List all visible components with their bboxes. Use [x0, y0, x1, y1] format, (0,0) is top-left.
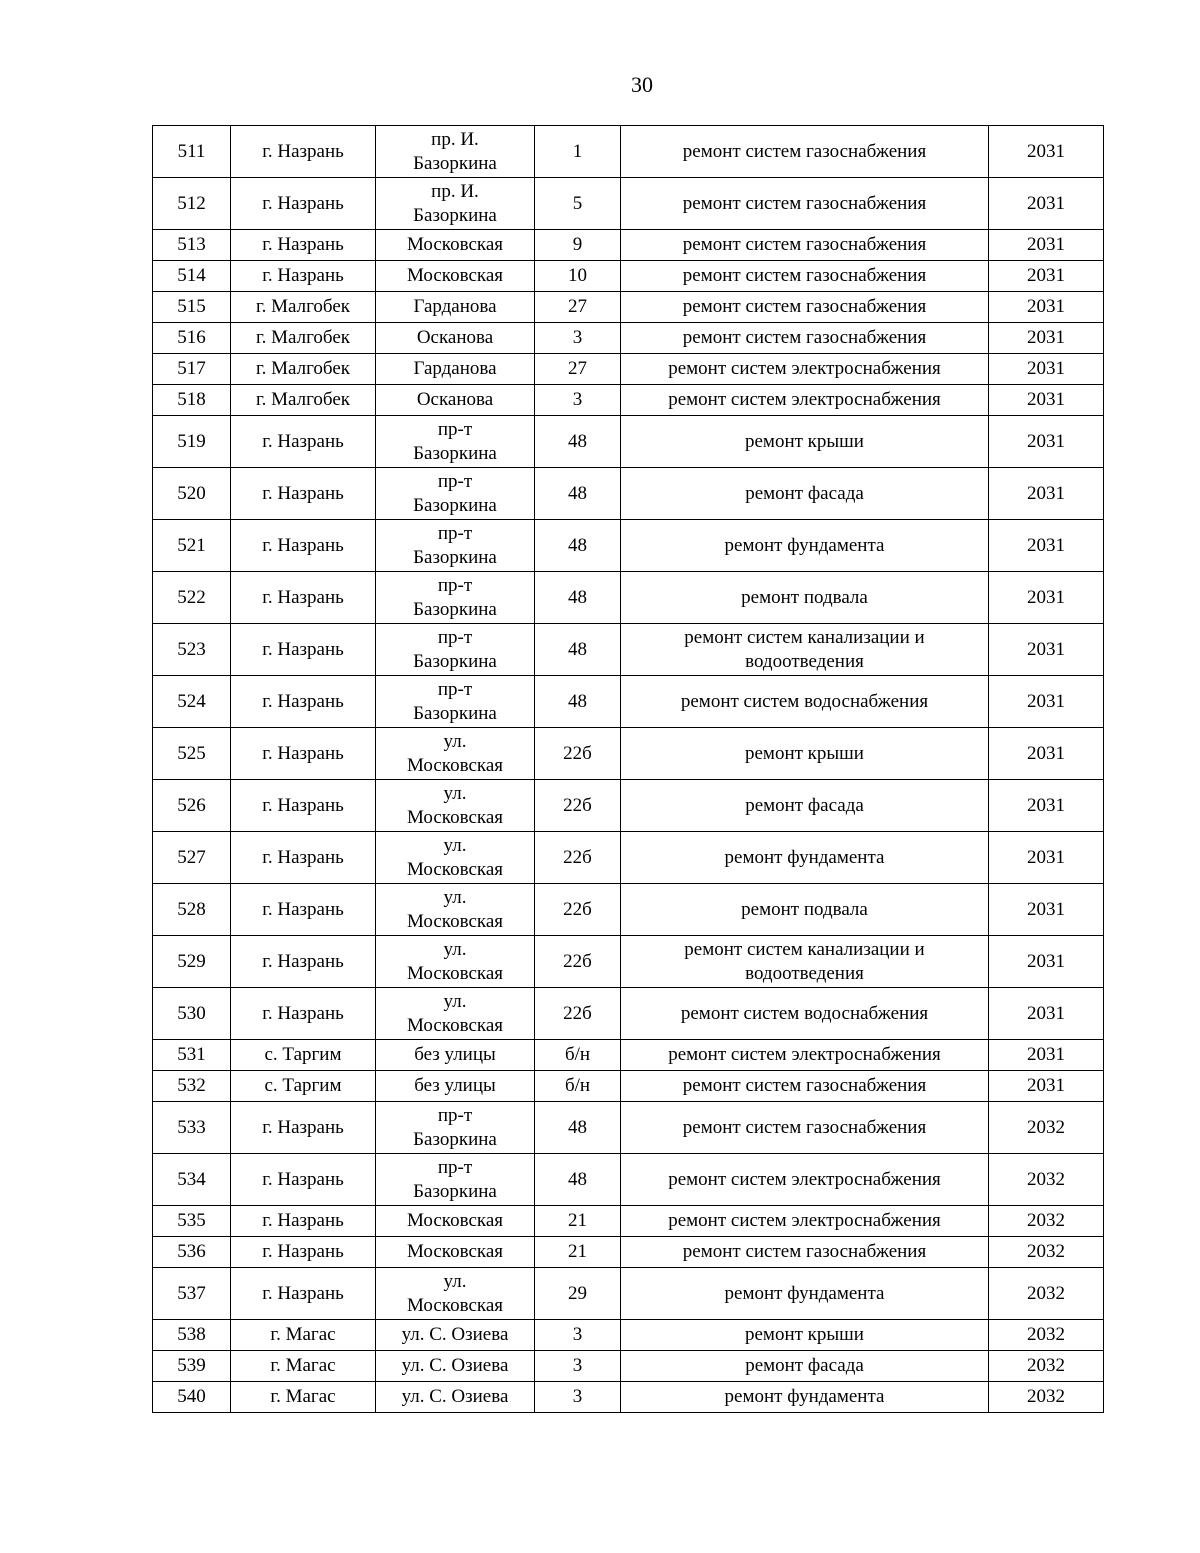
locality-cell: г. Назрань	[231, 126, 376, 178]
year-cell: 2032	[989, 1237, 1104, 1268]
year-cell: 2031	[989, 323, 1104, 354]
house-number-cell: 48	[535, 624, 621, 676]
table-row	[153, 292, 1104, 323]
table-row	[153, 230, 1104, 261]
locality-cell: г. Назрань	[231, 676, 376, 728]
street-cell: Московская	[376, 230, 535, 261]
table-row	[153, 354, 1104, 385]
street-cell: ул. Московская	[376, 780, 535, 832]
work-type-cell: ремонт систем газоснабжения	[621, 126, 989, 178]
row-number-cell: 529	[153, 936, 231, 988]
work-type-cell: ремонт подвала	[621, 572, 989, 624]
year-cell: 2031	[989, 780, 1104, 832]
row-number-cell: 527	[153, 832, 231, 884]
row-number-cell: 540	[153, 1382, 231, 1413]
work-type-cell: ремонт систем газоснабжения	[621, 323, 989, 354]
work-type-cell: ремонт систем газоснабжения	[621, 292, 989, 323]
row-number-cell: 511	[153, 126, 231, 178]
locality-cell: г. Назрань	[231, 832, 376, 884]
year-cell: 2032	[989, 1102, 1104, 1154]
street-cell: Осканова	[376, 385, 535, 416]
locality-cell: с. Таргим	[231, 1040, 376, 1071]
house-number-cell: б/н	[535, 1040, 621, 1071]
year-cell: 2032	[989, 1268, 1104, 1320]
table-row	[153, 1040, 1104, 1071]
locality-cell: г. Назрань	[231, 520, 376, 572]
year-cell: 2032	[989, 1206, 1104, 1237]
street-cell: пр-т Базоркина	[376, 676, 535, 728]
table-row	[153, 1102, 1104, 1154]
street-cell: ул. Московская	[376, 988, 535, 1040]
house-number-cell: 48	[535, 676, 621, 728]
street-cell: пр-т Базоркина	[376, 1102, 535, 1154]
house-number-cell: 22б	[535, 884, 621, 936]
year-cell: 2032	[989, 1154, 1104, 1206]
table-row	[153, 572, 1104, 624]
house-number-cell: 27	[535, 354, 621, 385]
year-cell: 2032	[989, 1382, 1104, 1413]
year-cell: 2031	[989, 988, 1104, 1040]
year-cell: 2031	[989, 624, 1104, 676]
year-cell: 2032	[989, 1351, 1104, 1382]
row-number-cell: 519	[153, 416, 231, 468]
work-type-cell: ремонт систем газоснабжения	[621, 178, 989, 230]
row-number-cell: 531	[153, 1040, 231, 1071]
street-cell: ул. С. Озиева	[376, 1351, 535, 1382]
street-cell: пр-т Базоркина	[376, 468, 535, 520]
locality-cell: г. Назрань	[231, 1237, 376, 1268]
year-cell: 2031	[989, 416, 1104, 468]
work-type-cell: ремонт систем электроснабжения	[621, 1040, 989, 1071]
locality-cell: г. Назрань	[231, 1154, 376, 1206]
street-cell: Гарданова	[376, 292, 535, 323]
row-number-cell: 534	[153, 1154, 231, 1206]
row-number-cell: 533	[153, 1102, 231, 1154]
table-body	[153, 126, 1104, 1413]
year-cell: 2031	[989, 676, 1104, 728]
work-type-cell: ремонт крыши	[621, 416, 989, 468]
house-number-cell: 10	[535, 261, 621, 292]
row-number-cell: 515	[153, 292, 231, 323]
locality-cell: г. Малгобек	[231, 385, 376, 416]
table-row	[153, 624, 1104, 676]
street-cell: пр-т Базоркина	[376, 520, 535, 572]
house-number-cell: 29	[535, 1268, 621, 1320]
table-row	[153, 1268, 1104, 1320]
locality-cell: г. Назрань	[231, 936, 376, 988]
house-number-cell: 22б	[535, 832, 621, 884]
locality-cell: г. Малгобек	[231, 323, 376, 354]
work-type-cell: ремонт систем газоснабжения	[621, 230, 989, 261]
table-row	[153, 1154, 1104, 1206]
street-cell: ул. Московская	[376, 832, 535, 884]
street-cell: Московская	[376, 1237, 535, 1268]
locality-cell: г. Малгобек	[231, 292, 376, 323]
locality-cell: г. Назрань	[231, 728, 376, 780]
year-cell: 2031	[989, 385, 1104, 416]
row-number-cell: 524	[153, 676, 231, 728]
house-number-cell: 3	[535, 1351, 621, 1382]
locality-cell: г. Магас	[231, 1351, 376, 1382]
row-number-cell: 537	[153, 1268, 231, 1320]
table-row	[153, 261, 1104, 292]
table-row	[153, 385, 1104, 416]
street-cell: пр-т Базоркина	[376, 624, 535, 676]
street-cell: ул. С. Озиева	[376, 1320, 535, 1351]
street-cell: без улицы	[376, 1071, 535, 1102]
table-row	[153, 936, 1104, 988]
locality-cell: г. Назрань	[231, 1102, 376, 1154]
row-number-cell: 532	[153, 1071, 231, 1102]
house-number-cell: 27	[535, 292, 621, 323]
work-type-cell: ремонт систем электроснабжения	[621, 1154, 989, 1206]
table-row	[153, 1071, 1104, 1102]
locality-cell: с. Таргим	[231, 1071, 376, 1102]
year-cell: 2031	[989, 936, 1104, 988]
year-cell: 2031	[989, 178, 1104, 230]
locality-cell: г. Назрань	[231, 1206, 376, 1237]
work-type-cell: ремонт фасада	[621, 780, 989, 832]
house-number-cell: 48	[535, 572, 621, 624]
house-number-cell: 22б	[535, 988, 621, 1040]
work-type-cell: ремонт систем водоснабжения	[621, 676, 989, 728]
row-number-cell: 530	[153, 988, 231, 1040]
year-cell: 2031	[989, 572, 1104, 624]
row-number-cell: 520	[153, 468, 231, 520]
work-type-cell: ремонт крыши	[621, 1320, 989, 1351]
street-cell: Московская	[376, 1206, 535, 1237]
work-type-cell: ремонт систем газоснабжения	[621, 261, 989, 292]
table-row	[153, 780, 1104, 832]
row-number-cell: 536	[153, 1237, 231, 1268]
house-number-cell: б/н	[535, 1071, 621, 1102]
locality-cell: г. Назрань	[231, 468, 376, 520]
house-number-cell: 21	[535, 1206, 621, 1237]
row-number-cell: 512	[153, 178, 231, 230]
work-type-cell: ремонт систем канализации и водоотведения	[621, 624, 989, 676]
house-number-cell: 22б	[535, 728, 621, 780]
row-number-cell: 521	[153, 520, 231, 572]
work-type-cell: ремонт систем водоснабжения	[621, 988, 989, 1040]
row-number-cell: 525	[153, 728, 231, 780]
street-cell: пр. И. Базоркина	[376, 178, 535, 230]
year-cell: 2031	[989, 1040, 1104, 1071]
street-cell: пр-т Базоркина	[376, 416, 535, 468]
year-cell: 2031	[989, 292, 1104, 323]
page-number: 30	[631, 72, 653, 97]
street-cell: ул. С. Озиева	[376, 1382, 535, 1413]
locality-cell: г. Назрань	[231, 988, 376, 1040]
row-number-cell: 517	[153, 354, 231, 385]
row-number-cell: 526	[153, 780, 231, 832]
locality-cell: г. Назрань	[231, 884, 376, 936]
table-row	[153, 126, 1104, 178]
row-number-cell: 528	[153, 884, 231, 936]
street-cell: Московская	[376, 261, 535, 292]
house-number-cell: 48	[535, 1154, 621, 1206]
table-row	[153, 1351, 1104, 1382]
locality-cell: г. Назрань	[231, 178, 376, 230]
house-number-cell: 22б	[535, 780, 621, 832]
table-row	[153, 1206, 1104, 1237]
table-row	[153, 832, 1104, 884]
house-number-cell: 22б	[535, 936, 621, 988]
work-type-cell: ремонт систем канализации и водоотведения	[621, 936, 989, 988]
year-cell: 2032	[989, 1320, 1104, 1351]
house-number-cell: 48	[535, 1102, 621, 1154]
house-number-cell: 48	[535, 520, 621, 572]
house-number-cell: 48	[535, 416, 621, 468]
street-cell: без улицы	[376, 1040, 535, 1071]
house-number-cell: 48	[535, 468, 621, 520]
table-row	[153, 178, 1104, 230]
house-number-cell: 21	[535, 1237, 621, 1268]
work-type-cell: ремонт фундамента	[621, 832, 989, 884]
work-type-cell: ремонт фундамента	[621, 1268, 989, 1320]
year-cell: 2031	[989, 884, 1104, 936]
street-cell: Осканова	[376, 323, 535, 354]
row-number-cell: 514	[153, 261, 231, 292]
work-type-cell: ремонт систем электроснабжения	[621, 1206, 989, 1237]
table-row	[153, 1237, 1104, 1268]
table-row	[153, 1382, 1104, 1413]
locality-cell: г. Назрань	[231, 230, 376, 261]
work-type-cell: ремонт фасада	[621, 468, 989, 520]
year-cell: 2031	[989, 1071, 1104, 1102]
table-row	[153, 416, 1104, 468]
work-type-cell: ремонт систем электроснабжения	[621, 385, 989, 416]
work-type-cell: ремонт фасада	[621, 1351, 989, 1382]
locality-cell: г. Назрань	[231, 261, 376, 292]
year-cell: 2031	[989, 126, 1104, 178]
table-row	[153, 468, 1104, 520]
row-number-cell: 523	[153, 624, 231, 676]
row-number-cell: 522	[153, 572, 231, 624]
street-cell: ул. Московская	[376, 884, 535, 936]
locality-cell: г. Малгобек	[231, 354, 376, 385]
work-type-cell: ремонт подвала	[621, 884, 989, 936]
locality-cell: г. Назрань	[231, 1268, 376, 1320]
street-cell: пр. И. Базоркина	[376, 126, 535, 178]
street-cell: ул. Московская	[376, 728, 535, 780]
street-cell: пр-т Базоркина	[376, 572, 535, 624]
street-cell: Гарданова	[376, 354, 535, 385]
locality-cell: г. Назрань	[231, 624, 376, 676]
table-row	[153, 676, 1104, 728]
row-number-cell: 535	[153, 1206, 231, 1237]
locality-cell: г. Назрань	[231, 572, 376, 624]
work-type-cell: ремонт фундамента	[621, 520, 989, 572]
work-type-cell: ремонт систем газоснабжения	[621, 1071, 989, 1102]
repair-schedule-table	[152, 125, 1104, 1413]
work-type-cell: ремонт систем газоснабжения	[621, 1102, 989, 1154]
table-row	[153, 884, 1104, 936]
year-cell: 2031	[989, 728, 1104, 780]
table-row	[153, 520, 1104, 572]
street-cell: ул. Московская	[376, 936, 535, 988]
locality-cell: г. Магас	[231, 1382, 376, 1413]
street-cell: пр-т Базоркина	[376, 1154, 535, 1206]
work-type-cell: ремонт систем электроснабжения	[621, 354, 989, 385]
table-row	[153, 728, 1104, 780]
street-cell: ул. Московская	[376, 1268, 535, 1320]
year-cell: 2031	[989, 230, 1104, 261]
house-number-cell: 9	[535, 230, 621, 261]
house-number-cell: 3	[535, 1382, 621, 1413]
year-cell: 2031	[989, 468, 1104, 520]
house-number-cell: 3	[535, 323, 621, 354]
work-type-cell: ремонт крыши	[621, 728, 989, 780]
house-number-cell: 3	[535, 385, 621, 416]
table-row	[153, 988, 1104, 1040]
row-number-cell: 516	[153, 323, 231, 354]
house-number-cell: 1	[535, 126, 621, 178]
year-cell: 2031	[989, 261, 1104, 292]
house-number-cell: 3	[535, 1320, 621, 1351]
locality-cell: г. Магас	[231, 1320, 376, 1351]
year-cell: 2031	[989, 832, 1104, 884]
work-type-cell: ремонт систем газоснабжения	[621, 1237, 989, 1268]
row-number-cell: 513	[153, 230, 231, 261]
row-number-cell: 539	[153, 1351, 231, 1382]
row-number-cell: 518	[153, 385, 231, 416]
locality-cell: г. Назрань	[231, 416, 376, 468]
year-cell: 2031	[989, 354, 1104, 385]
table-row	[153, 323, 1104, 354]
locality-cell: г. Назрань	[231, 780, 376, 832]
row-number-cell: 538	[153, 1320, 231, 1351]
year-cell: 2031	[989, 520, 1104, 572]
table-row	[153, 1320, 1104, 1351]
house-number-cell: 5	[535, 178, 621, 230]
work-type-cell: ремонт фундамента	[621, 1382, 989, 1413]
